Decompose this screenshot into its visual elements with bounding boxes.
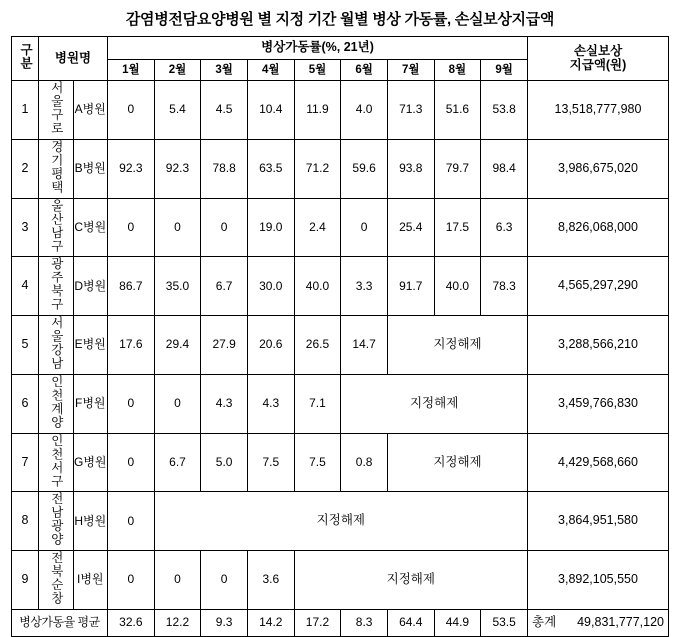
row-hospital-name: I병원 — [73, 551, 108, 610]
compensation-header-line1: 손실보상 — [573, 43, 623, 58]
rate-cell-month-3: 6.7 — [201, 257, 248, 316]
rate-cell-month-8: 17.5 — [434, 198, 481, 257]
table-footer — [12, 609, 669, 636]
designation-cancelled-cell: 지정해제 — [294, 551, 527, 610]
rate-cell-month-4: 3.6 — [247, 551, 294, 610]
average-month-7: 64.4 — [387, 609, 434, 636]
rate-cell-month-3: 5.0 — [201, 433, 248, 492]
compensation-amount: 3,892,105,550 — [528, 551, 669, 610]
row-hospital-name: G병원 — [73, 433, 108, 492]
column-header-month-4: 4월 — [247, 60, 294, 81]
rate-cell-month-9: 53.8 — [481, 81, 528, 140]
rate-cell-month-5: 71.2 — [294, 139, 341, 198]
rate-cell-month-2: 0 — [154, 551, 201, 610]
compensation-amount: 8,826,068,000 — [528, 198, 669, 257]
row-sequence: 4 — [12, 257, 39, 316]
column-header-compensation — [528, 37, 669, 81]
column-header-month-6: 6월 — [341, 60, 388, 81]
column-header-month-5: 5월 — [294, 60, 341, 81]
rate-cell-month-4: 20.6 — [247, 316, 294, 375]
hospital-data-table — [11, 36, 669, 637]
row-sequence: 7 — [12, 433, 39, 492]
average-month-1: 32.6 — [108, 609, 155, 636]
rate-cell-month-9: 78.3 — [481, 257, 528, 316]
rate-cell-month-2: 0 — [154, 198, 201, 257]
rate-cell-month-1: 0 — [108, 551, 155, 610]
row-region — [39, 198, 74, 257]
row-hospital-name: D병원 — [73, 257, 108, 316]
rate-cell-month-3: 78.8 — [201, 139, 248, 198]
row-region — [39, 257, 74, 316]
rate-cell-month-7: 25.4 — [387, 198, 434, 257]
row-sequence: 8 — [12, 492, 39, 551]
average-month-6: 8.3 — [341, 609, 388, 636]
designation-cancelled-cell: 지정해제 — [387, 316, 527, 375]
table-row — [12, 374, 669, 433]
average-month-5: 17.2 — [294, 609, 341, 636]
row-hospital-name: F병원 — [73, 374, 108, 433]
rate-cell-month-2: 29.4 — [154, 316, 201, 375]
rate-cell-month-9: 98.4 — [481, 139, 528, 198]
row-sequence: 5 — [12, 316, 39, 375]
row-hospital-name: E병원 — [73, 316, 108, 375]
rate-cell-month-5: 26.5 — [294, 316, 341, 375]
compensation-header-line2: 지급액(원) — [569, 57, 627, 72]
row-region — [39, 551, 74, 610]
rate-cell-month-1: 0 — [108, 492, 155, 551]
rate-cell-month-2: 6.7 — [154, 433, 201, 492]
row-region — [39, 433, 74, 492]
rate-cell-month-4: 63.5 — [247, 139, 294, 198]
average-month-9: 53.5 — [481, 609, 528, 636]
table-row — [12, 492, 669, 551]
rate-cell-month-1: 0 — [108, 374, 155, 433]
table-header-row-1 — [12, 37, 669, 60]
average-label: 병상가동율 평균 — [12, 609, 108, 636]
designation-cancelled-cell: 지정해제 — [341, 374, 528, 433]
rate-cell-month-3: 0 — [201, 551, 248, 610]
page-title: 감염병전담요양병원 별 지정 기간 월별 병상 가동률, 손실보상지급액 — [125, 11, 555, 28]
rate-cell-month-6: 3.3 — [341, 257, 388, 316]
rate-cell-month-1: 92.3 — [108, 139, 155, 198]
rate-cell-month-6: 0.8 — [341, 433, 388, 492]
rate-cell-month-5: 7.5 — [294, 433, 341, 492]
table-row — [12, 433, 669, 492]
average-month-8: 44.9 — [434, 609, 481, 636]
rate-cell-month-1: 0 — [108, 81, 155, 140]
rate-cell-month-5: 11.9 — [294, 81, 341, 140]
table-row — [12, 198, 669, 257]
compensation-amount: 4,565,297,290 — [528, 257, 669, 316]
row-region — [39, 374, 74, 433]
compensation-amount: 4,429,568,660 — [528, 433, 669, 492]
row-region-label: 서울강남 — [49, 316, 64, 370]
rate-cell-month-1: 0 — [108, 198, 155, 257]
rate-cell-month-1: 86.7 — [108, 257, 155, 316]
rate-cell-month-4: 7.5 — [247, 433, 294, 492]
column-header-month-9: 9월 — [481, 60, 528, 81]
rate-cell-month-7: 71.3 — [387, 81, 434, 140]
column-header-gubun: 구분 — [12, 37, 39, 81]
rate-cell-month-3: 4.3 — [201, 374, 248, 433]
row-region-label: 광주북구 — [49, 257, 64, 312]
rate-cell-month-5: 7.1 — [294, 374, 341, 433]
rate-cell-month-5: 2.4 — [294, 198, 341, 257]
rate-cell-month-7: 91.7 — [387, 257, 434, 316]
table-row-average — [12, 609, 669, 636]
designation-cancelled-cell: 지정해제 — [154, 492, 527, 551]
column-header-rate-group: 병상가동률(%, 21년) — [108, 37, 528, 60]
row-region — [39, 81, 74, 140]
rate-cell-month-1: 17.6 — [108, 316, 155, 375]
rate-cell-month-8: 79.7 — [434, 139, 481, 198]
rate-cell-month-3: 4.5 — [201, 81, 248, 140]
table-row — [12, 316, 669, 375]
rate-cell-month-2: 5.4 — [154, 81, 201, 140]
row-sequence: 9 — [12, 551, 39, 610]
compensation-amount: 3,864,951,580 — [528, 492, 669, 551]
column-header-month-3: 3월 — [201, 60, 248, 81]
table-header — [12, 37, 669, 81]
row-sequence: 1 — [12, 81, 39, 140]
rate-cell-month-2: 0 — [154, 374, 201, 433]
rate-cell-month-6: 14.7 — [341, 316, 388, 375]
row-region — [39, 316, 74, 375]
total-cell — [528, 609, 669, 636]
rate-cell-month-2: 92.3 — [154, 139, 201, 198]
compensation-amount: 13,518,777,980 — [528, 81, 669, 140]
column-header-month-1: 1월 — [108, 60, 155, 81]
rate-cell-month-3: 27.9 — [201, 316, 248, 375]
rate-cell-month-7: 93.8 — [387, 139, 434, 198]
designation-cancelled-cell: 지정해제 — [387, 433, 527, 492]
row-region-label: 전북순창 — [49, 551, 64, 605]
row-hospital-name: C병원 — [73, 198, 108, 257]
rate-cell-month-6: 4.0 — [341, 81, 388, 140]
row-region-label: 경기평택 — [49, 139, 64, 194]
row-region-label: 서울구로 — [49, 81, 64, 135]
rate-cell-month-6: 0 — [341, 198, 388, 257]
table-row — [12, 81, 669, 140]
row-sequence: 6 — [12, 374, 39, 433]
column-header-hospital-name: 병원명 — [39, 37, 108, 81]
row-region — [39, 492, 74, 551]
rate-cell-month-4: 19.0 — [247, 198, 294, 257]
rate-cell-month-6: 59.6 — [341, 139, 388, 198]
total-amount: 49,831,777,120 — [577, 614, 664, 629]
rate-cell-month-2: 35.0 — [154, 257, 201, 316]
compensation-amount: 3,459,766,830 — [528, 374, 669, 433]
rate-cell-month-5: 40.0 — [294, 257, 341, 316]
total-label: 총계 — [532, 614, 557, 629]
row-sequence: 3 — [12, 198, 39, 257]
row-region-label: 인천계양 — [49, 374, 64, 429]
average-month-2: 12.2 — [154, 609, 201, 636]
rate-cell-month-8: 51.6 — [434, 81, 481, 140]
rate-cell-month-4: 30.0 — [247, 257, 294, 316]
rate-cell-month-1: 0 — [108, 433, 155, 492]
rate-cell-month-3: 0 — [201, 198, 248, 257]
column-header-month-7: 7월 — [387, 60, 434, 81]
rate-cell-month-8: 40.0 — [434, 257, 481, 316]
average-month-4: 14.2 — [247, 609, 294, 636]
column-header-month-2: 2월 — [154, 60, 201, 81]
rate-cell-month-9: 6.3 — [481, 198, 528, 257]
table-row — [12, 257, 669, 316]
row-hospital-name: B병원 — [73, 139, 108, 198]
row-hospital-name: H병원 — [73, 492, 108, 551]
compensation-amount: 3,986,675,020 — [528, 139, 669, 198]
average-month-3: 9.3 — [201, 609, 248, 636]
row-hospital-name: A병원 — [73, 81, 108, 140]
compensation-amount: 3,288,566,210 — [528, 316, 669, 375]
column-header-month-8: 8월 — [434, 60, 481, 81]
table-row — [12, 139, 669, 198]
row-region-label: 울산남구 — [49, 198, 64, 253]
table-body — [12, 81, 669, 610]
rate-cell-month-4: 4.3 — [247, 374, 294, 433]
table-row — [12, 551, 669, 610]
rate-cell-month-4: 10.4 — [247, 81, 294, 140]
row-region-label: 전남광양 — [49, 492, 64, 547]
row-sequence: 2 — [12, 139, 39, 198]
row-region — [39, 139, 74, 198]
row-region-label: 인천서구 — [49, 433, 64, 488]
